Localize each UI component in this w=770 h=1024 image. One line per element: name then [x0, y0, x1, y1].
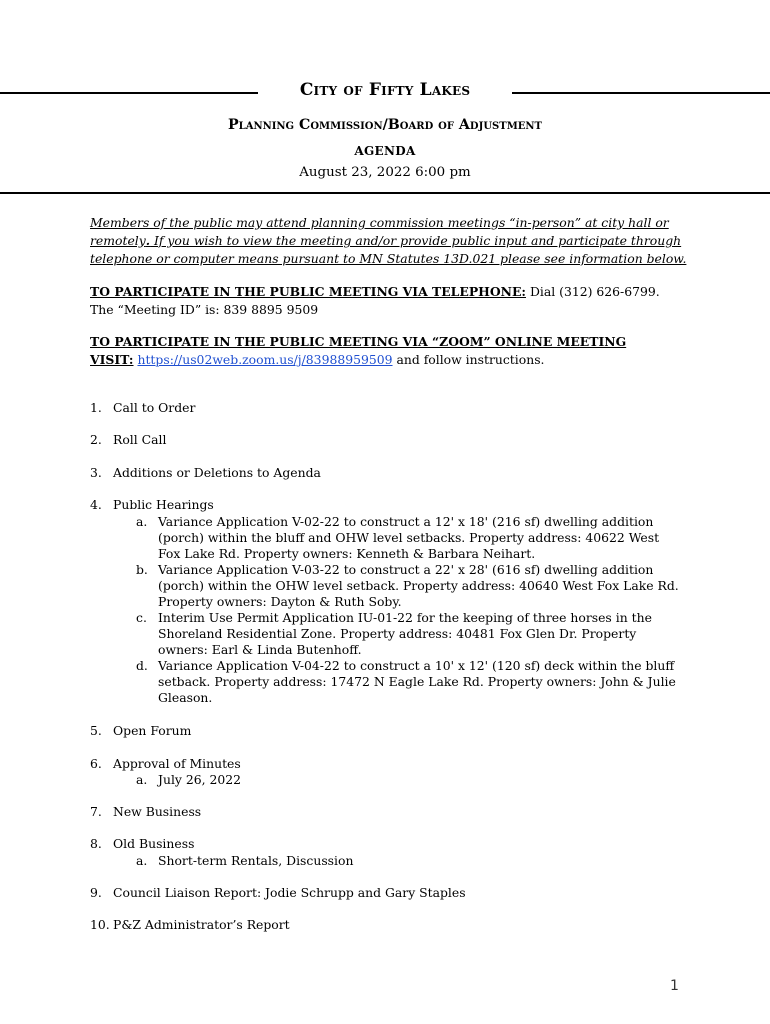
- telephone-heading: TO PARTICIPATE IN THE PUBLIC MEETING VIA TELEPHONE:: [90, 284, 526, 299]
- hearing-item-c: c. Interim Use Permit Application IU-01-22 for the keeping of three horses in the Shoreland Residential Zone. Property address: 40481 Fox Glen Dr. Property owners: Earl & Linda Butenhoff.: [136, 610, 652, 657]
- hearing-item-d: d. Variance Application V-04-22 to construct a 10' x 12' (120 sf) deck within the bluff setback. Property address: 17472 N Eagle Lake Rd. Property owners: John & Julie Gleason.: [136, 658, 676, 705]
- agenda-item-call-to-order: 1. Call to Order: [90, 400, 196, 415]
- meeting-id: The “Meeting ID” is: 839 8895 9509: [90, 302, 319, 317]
- agenda-item-roll-call: 2. Roll Call: [90, 432, 167, 447]
- telephone-section: [90, 283, 690, 319]
- page-number: 1: [670, 978, 679, 994]
- agenda-item-public-hearings: 4. Public Hearings: [90, 497, 214, 512]
- public-notice: [90, 214, 690, 268]
- zoom-section: [90, 333, 690, 369]
- city-title: City of Fifty Lakes: [299, 80, 471, 100]
- agenda-item-approval-minutes: 6. Approval of Minutes: [90, 756, 241, 771]
- zoom-heading: TO PARTICIPATE IN THE PUBLIC MEETING VIA “ZOOM” ONLINE MEETING: [90, 334, 627, 349]
- hearing-item-a: a. Variance Application V-02-22 to construct a 12' x 18' (216 sf) dwelling addition (porch) within the bluff and OHW level setbacks. Property address: 40622 West Fox Lake Rd. Property owners: Kenneth & Barbara Neihart.: [136, 514, 660, 561]
- agenda-item-open-forum: 5. Open Forum: [90, 723, 192, 738]
- commission-title: Planning Commission/Board of Adjustment: [228, 117, 542, 133]
- zoom-visit-label: VISIT:: [90, 352, 134, 367]
- meeting-date: August 23, 2022 6:00 pm: [299, 165, 471, 180]
- notice-period: .: [145, 233, 151, 248]
- zoom-instructions: and follow instructions.: [392, 352, 545, 367]
- notice-text-1: Members of the public may attend planning commission meetings “in-person” at city hall or remotely: [90, 215, 669, 248]
- agenda-item-council-liaison: 9. Council Liaison Report: Jodie Schrupp and Gary Staples: [90, 885, 466, 900]
- minutes-item-a: a. July 26, 2022: [136, 772, 242, 787]
- agenda-label: AGENDA: [354, 144, 416, 158]
- agenda-item-new-business: 7. New Business: [90, 804, 202, 819]
- header-bottom-rule: [0, 192, 770, 194]
- notice-text-2: If you wish to view the meeting and/or provide public input and participate through telephone or computer means pursuant to MN Statutes 13D.021 please see information below.: [90, 233, 687, 266]
- agenda-item-administrator-report: 10. P&Z Administrator’s Report: [90, 917, 290, 932]
- agenda-item-old-business: 8. Old Business: [90, 836, 195, 851]
- zoom-link[interactable]: https://us02web.zoom.us/j/83988959509: [137, 352, 393, 367]
- hearing-item-b: b. Variance Application V-03-22 to construct a 22' x 28' (616 sf) dwelling addition (porch) within the OHW level setback. Property address: 40640 West Fox Lake Rd. Property owners: Dayton & Ruth Soby.: [136, 562, 679, 609]
- agenda-item-additions: 3. Additions or Deletions to Agenda: [90, 465, 321, 480]
- old-business-item-a: a. Short-term Rentals, Discussion: [136, 853, 354, 868]
- telephone-dial: Dial (312) 626-6799.: [526, 284, 660, 299]
